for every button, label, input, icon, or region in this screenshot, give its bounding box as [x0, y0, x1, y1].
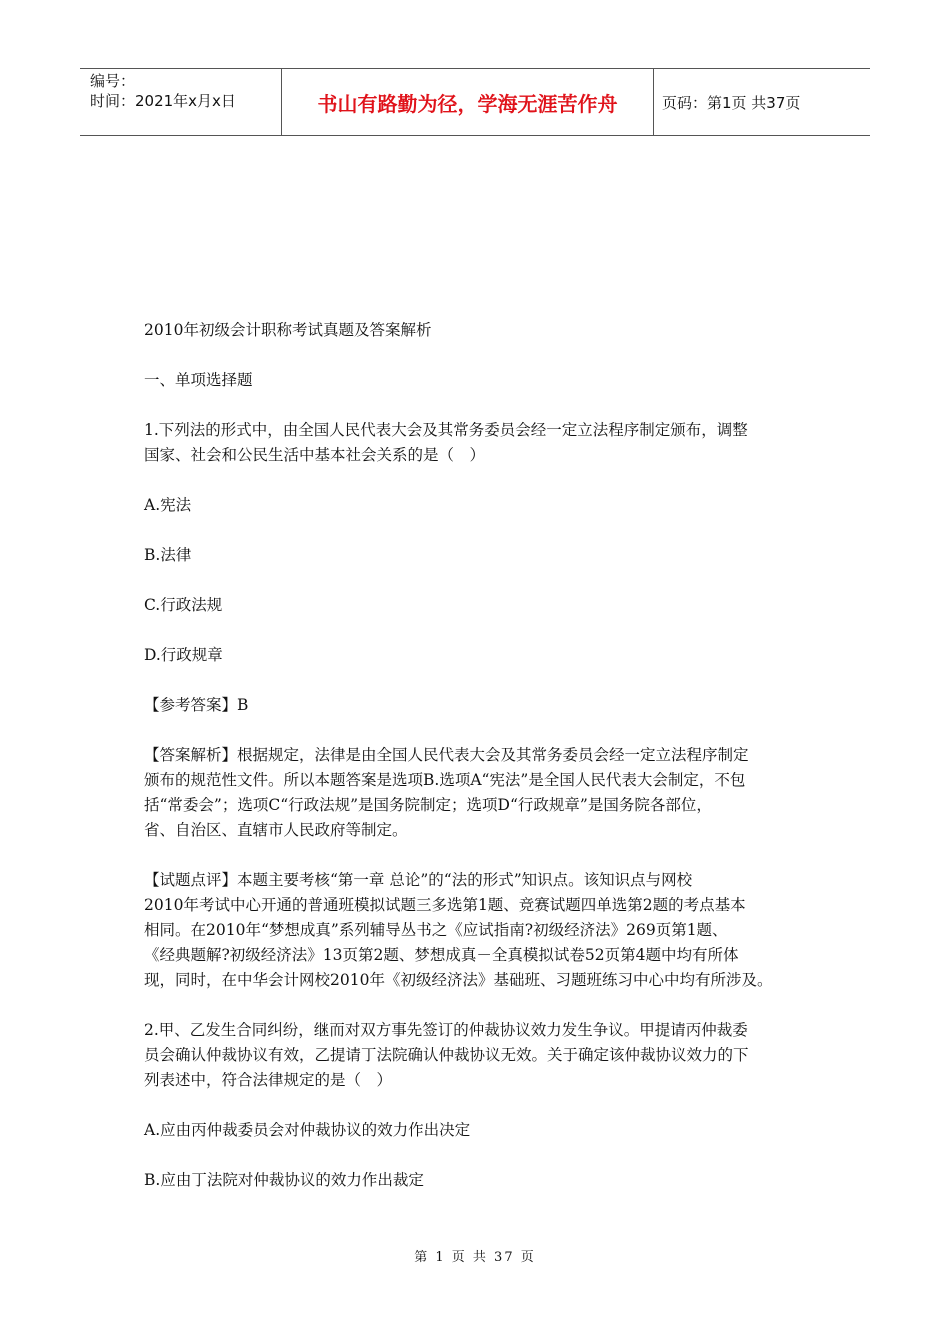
q2-stem-line: 员会确认仲裁协议有效，乙提请丁法院确认仲裁协议无效。关于确定该仲裁协议效力的下 [144, 1046, 749, 1064]
q2-option-a: A.应由丙仲裁委员会对仲裁协议的效力作出决定 [144, 1121, 471, 1139]
q1-review [144, 868, 834, 993]
section-heading: 一、单项选择题 [144, 371, 253, 389]
q1-option-b: B.法律 [144, 546, 192, 564]
analysis-line: 颁布的规范性文件。所以本题答案是选项B.选项A“宪法”是全国人民代表大会制定，不包 [144, 771, 746, 789]
review-line: 现，同时，在中华会计网校2010年《初级经济法》基础班、习题班练习中心中均有所涉及。 [144, 971, 773, 989]
header-motto: 书山有路勤为径，学海无涯苦作舟 [282, 69, 654, 135]
q2-option-b: B.应由丁法院对仲裁协议的效力作出裁定 [144, 1171, 424, 1189]
q1-stem-line: 1.下列法的形式中，由全国人民代表大会及其常务委员会经一定立法程序制定颁布，调整 [144, 421, 748, 439]
time-label: 时间：2021年x月x日 [90, 92, 236, 110]
analysis-line: 【答案解析】根据规定，法律是由全国人民代表大会及其常务委员会经一定立法程序制定 [144, 746, 749, 764]
q1-option-a: A.宪法 [144, 496, 192, 514]
q2-stem-line: 列表述中，符合法律规定的是（ ） [144, 1071, 393, 1089]
page-header [80, 68, 870, 136]
q1-option-d: D.行政规章 [144, 646, 223, 664]
q1-answer: 【参考答案】B [144, 696, 249, 714]
review-line: 《经典题解?初级经济法》13页第2题、梦想成真－全真模拟试卷52页第4题中均有所体 [144, 946, 739, 964]
doc-title: 2010年初级会计职称考试真题及答案解析 [144, 321, 432, 339]
analysis-line: 括“常委会”；选项C“行政法规”是国务院制定；选项D“行政规章”是国务院各部位， [144, 796, 712, 814]
question-2 [144, 1018, 834, 1193]
review-line: 【试题点评】本题主要考核“第一章 总论”的“法的形式”知识点。该知识点与网校 [144, 871, 693, 889]
analysis-line: 省、自治区、直辖市人民政府等制定。 [144, 821, 408, 839]
question-1 [144, 418, 834, 993]
q1-stem-line: 国家、社会和公民生活中基本社会关系的是（ ） [144, 446, 486, 464]
q1-option-c: C.行政法规 [144, 596, 223, 614]
header-meta [80, 69, 282, 135]
q1-analysis [144, 743, 834, 843]
header-page-label: 页码：第1页 共37页 [662, 93, 801, 112]
review-line: 相同。在2010年“梦想成真”系列辅导丛书之《应试指南?初级经济法》269页第1题、 [144, 921, 728, 939]
review-line: 2010年考试中心开通的普通班模拟试题三多选第1题、竞赛试题四单选第2题的考点基本 [144, 896, 746, 914]
document-body [144, 318, 834, 1193]
q2-stem-line: 2.甲、乙发生合同纠纷，继而对双方事先签订的仲裁协议效力发生争议。甲提请丙仲裁委 [144, 1021, 748, 1039]
page-footer: 第 1 页 共 37 页 [414, 1250, 536, 1265]
number-label: 编号： [90, 72, 136, 90]
